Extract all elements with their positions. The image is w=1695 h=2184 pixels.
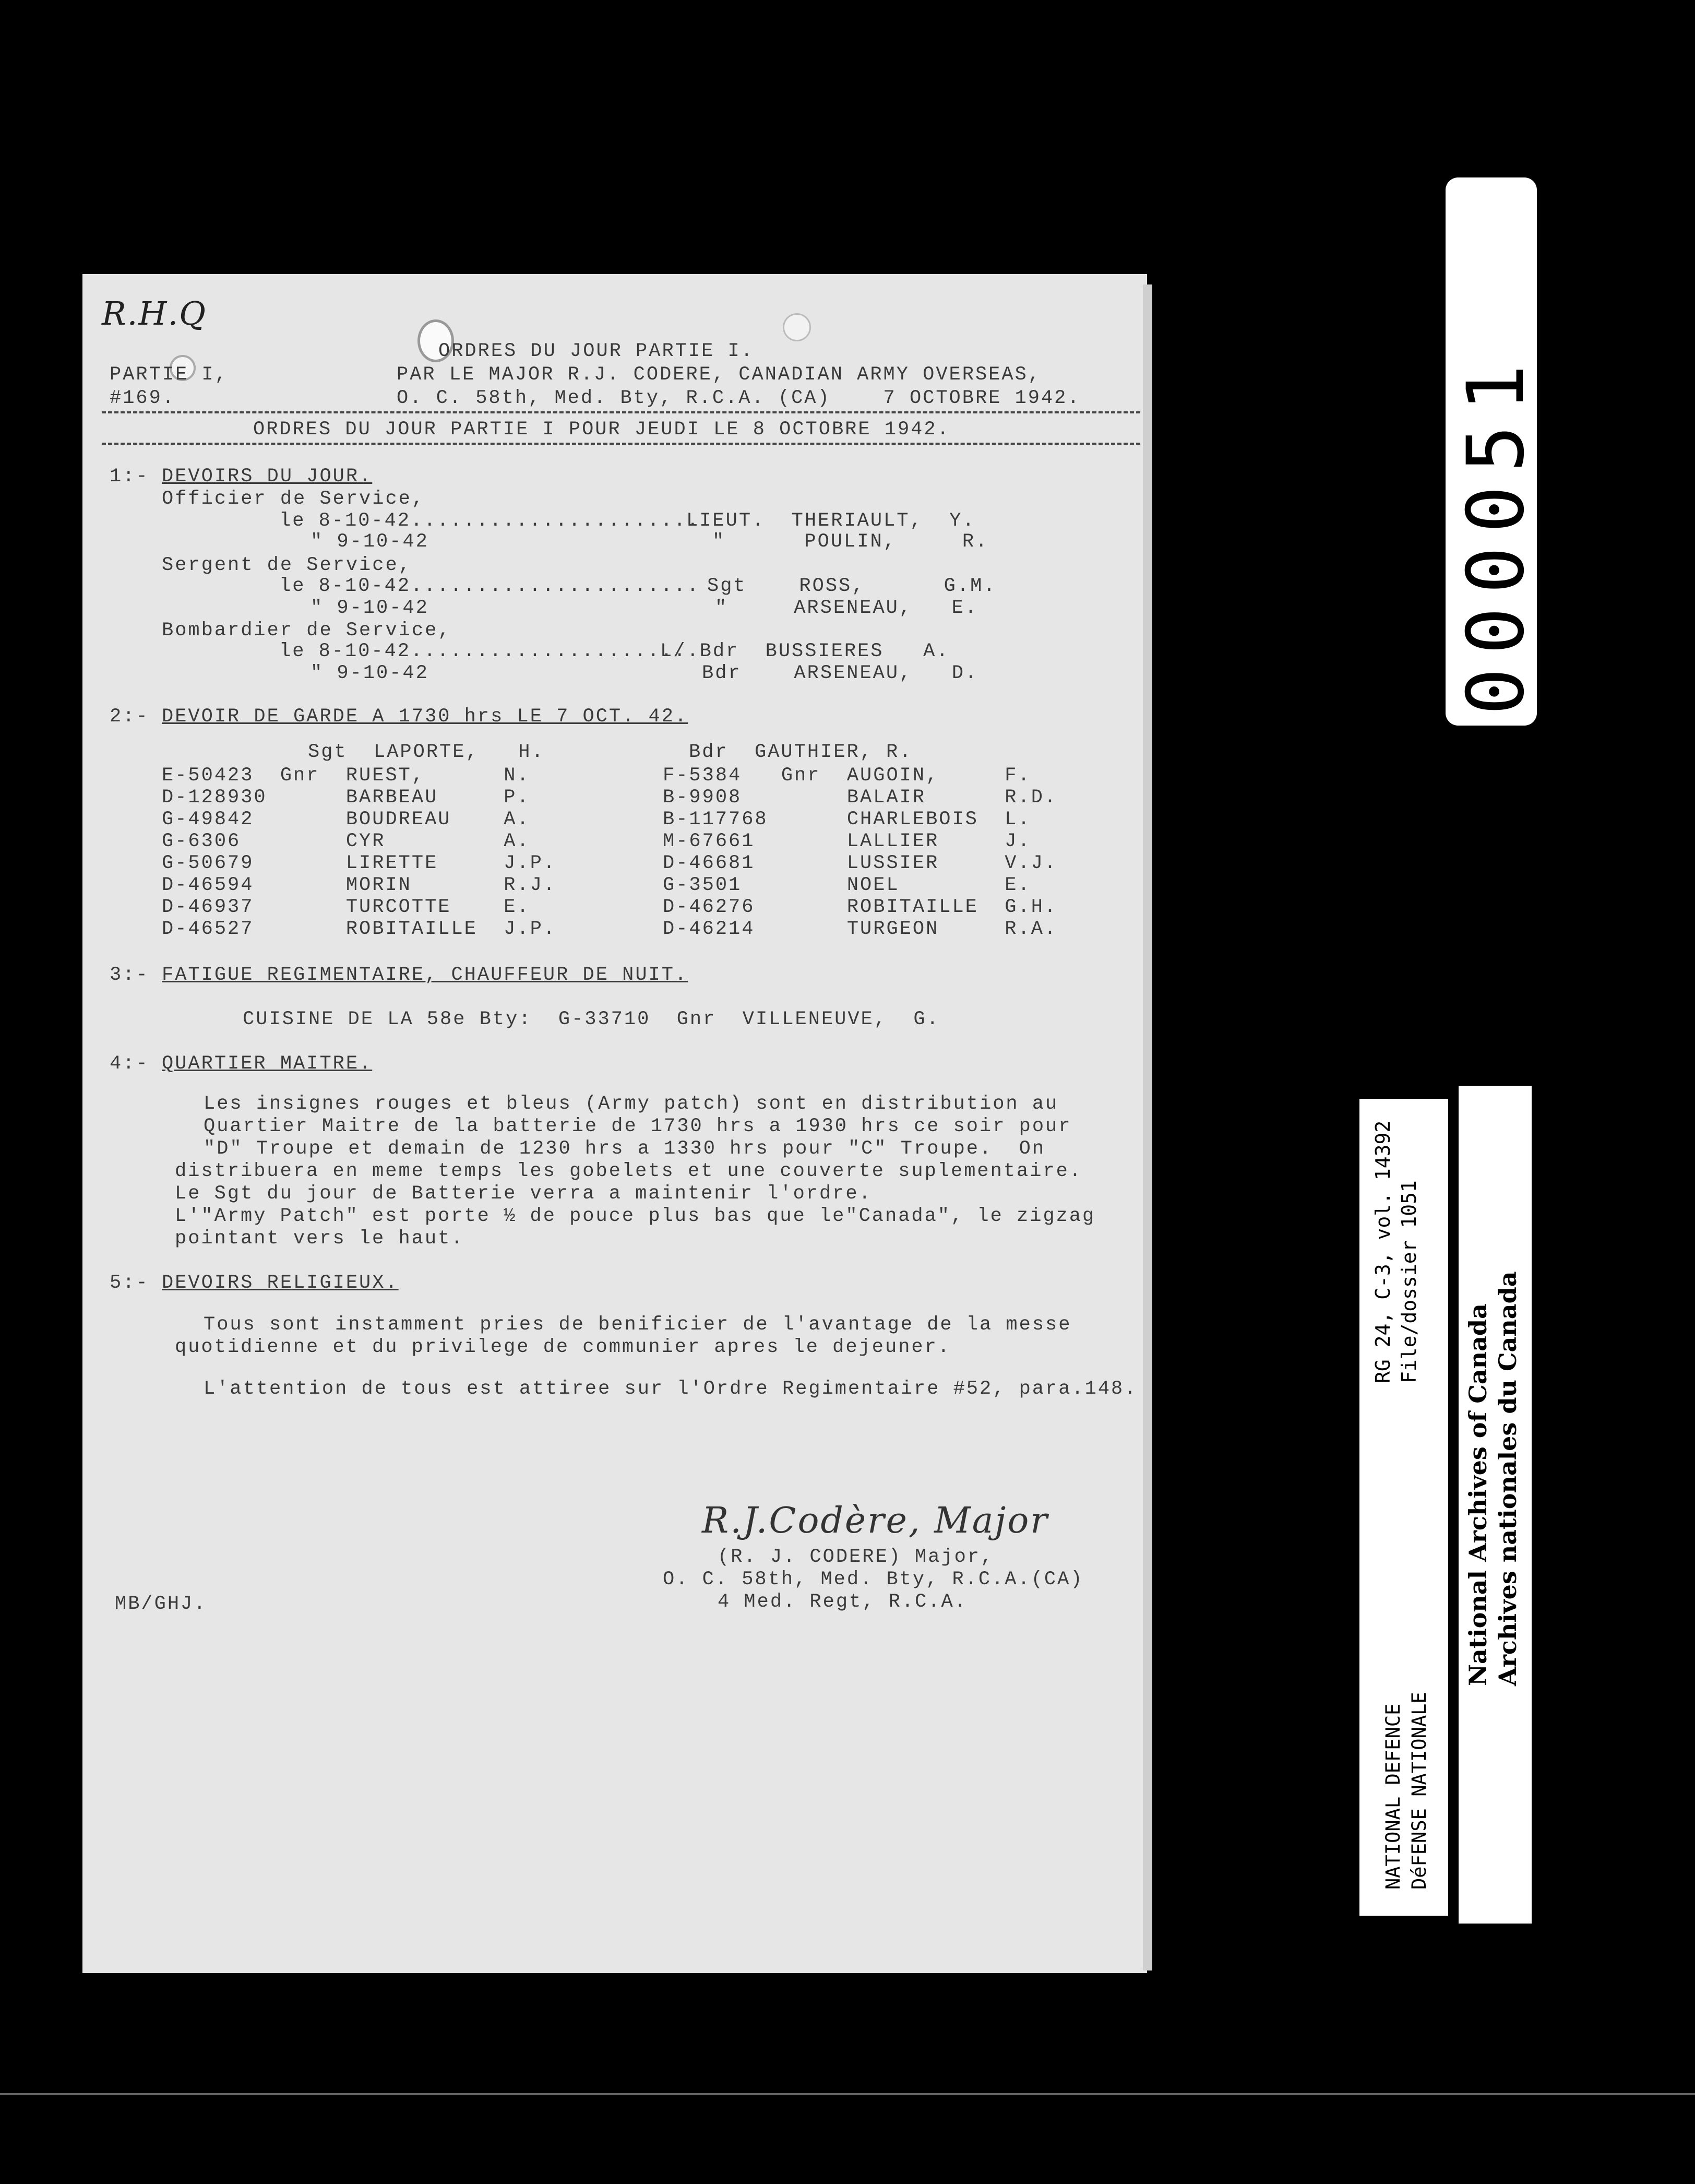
paragraph-line: distribuera en meme temps les gobelets et une couverte suplementaire. <box>175 1160 1083 1182</box>
guard-row: F-5384 Gnr AUGOIN, F. <box>663 765 1031 787</box>
signatory-name: (R. J. CODERE) Major, <box>718 1546 994 1568</box>
frame-number: 000051 <box>1451 351 1542 715</box>
paragraph-line: pointant vers le haut. <box>175 1228 464 1250</box>
defense-nationale: DéFENSE NATIONALE <box>1408 1692 1430 1890</box>
duty-assignee: " POULIN, R. <box>712 531 989 553</box>
signatory-regiment: 4 Med. Regt, R.C.A. <box>718 1591 968 1613</box>
section-heading: DEVOIRS RELIGIEUX. <box>162 1272 399 1294</box>
archives-name-en: National Archives of Canada <box>1464 1303 1492 1686</box>
typist-initials: MB/GHJ. <box>115 1593 207 1615</box>
part-label: PARTIE I, <box>110 364 228 386</box>
duty-assignee: L/ Bdr BUSSIERES A. <box>660 640 950 662</box>
national-defence: NATIONAL DEFENCE <box>1382 1703 1404 1890</box>
guard-lead: Bdr GAUTHIER, R. <box>689 741 913 763</box>
duty-date: le 8-10-42...................... <box>279 510 700 532</box>
guard-row: G-3501 NOEL E. <box>663 874 1031 896</box>
punch-hole <box>783 313 811 341</box>
section-number: 5:- <box>110 1272 149 1294</box>
paragraph-line: quotidienne et du privilege de communier apres le dejeuner. <box>175 1336 951 1358</box>
guard-row: D-46276 ROBITAILLE G.H. <box>663 896 1058 918</box>
guard-row: B-9908 BALAIR R.D. <box>663 787 1058 809</box>
guard-row: G-50679 LIRETTE J.P. <box>162 852 557 874</box>
subtitle: ORDRES DU JOUR PARTIE I POUR JEUDI LE 8 OCTOBRE 1942. <box>253 419 950 441</box>
paragraph-line: Tous sont instamment pries de benificier de l'avantage de la messe <box>204 1314 1072 1336</box>
guard-row: D-46594 MORIN R.J. <box>162 874 557 896</box>
archive-file: File/dossier 1051 <box>1398 1180 1421 1383</box>
guard-row: D-46681 LUSSIER V.J. <box>663 852 1058 874</box>
guard-row: D-46214 TURGEON R.A. <box>663 918 1058 940</box>
guard-row: D-46937 TURCOTTE E. <box>162 896 530 918</box>
duty-assignee: " ARSENEAU, E. <box>715 597 978 619</box>
duty-role: Sergent de Service, <box>162 554 412 576</box>
section-heading: FATIGUE REGIMENTAIRE, CHAUFFEUR DE NUIT. <box>162 964 688 986</box>
order-number: #169. <box>110 387 176 409</box>
duty-date: le 8-10-42...................... <box>279 575 700 597</box>
section-heading: DEVOIR DE GARDE A 1730 hrs LE 7 OCT. 42. <box>162 706 688 728</box>
guard-row: M-67661 LALLIER J. <box>663 830 1031 852</box>
duty-role: Officier de Service, <box>162 488 425 510</box>
handwritten-signature: R.J.Codère, Major <box>702 1500 1049 1541</box>
paragraph-line: Le Sgt du jour de Batterie verra a maintenir l'ordre. <box>175 1183 872 1205</box>
section-number: 3:- <box>110 964 149 986</box>
divider <box>102 443 1140 445</box>
archive-ref: RG 24, C-3, vol. 14392 <box>1371 1120 1394 1383</box>
guard-row: D-128930 BARBEAU P. <box>162 787 530 809</box>
paragraph-line: Les insignes rouges et bleus (Army patch) sont en distribution au <box>204 1093 1059 1115</box>
section-heading: QUARTIER MAITRE. <box>162 1053 373 1075</box>
guard-row: G-6306 CYR A. <box>162 830 530 852</box>
paragraph-line: L'"Army Patch" est porte ½ de pouce plus bas que le"Canada", le zigzag <box>175 1205 1096 1227</box>
doc-title: ORDRES DU JOUR PARTIE I. <box>438 340 754 362</box>
signatory-unit: O. C. 58th, Med. Bty, R.C.A.(CA) <box>663 1569 1084 1590</box>
page-edge <box>1143 284 1152 1971</box>
section-heading: DEVOIRS DU JOUR. <box>162 466 373 488</box>
archives-name-fr: Archives nationales du Canada <box>1494 1271 1522 1686</box>
duty-assignee: LIEUT. THERIAULT, Y. <box>686 510 976 532</box>
film-edge-line <box>0 2093 1695 2095</box>
duty-date: " 9-10-42 <box>311 662 429 684</box>
by-line: PAR LE MAJOR R.J. CODERE, CANADIAN ARMY OVERSEAS, <box>397 364 1041 386</box>
guard-row: E-50423 Gnr RUEST, N. <box>162 765 530 787</box>
handwritten-mark: R.H.Q <box>102 294 207 333</box>
duty-date: " 9-10-42 <box>311 597 429 619</box>
section-number: 1:- <box>110 466 149 488</box>
guard-row: D-46527 ROBITAILLE J.P. <box>162 918 557 940</box>
paragraph-line: L'attention de tous est attiree sur l'Ordre Regimentaire #52, para.148. <box>204 1378 1138 1400</box>
unit-date: O. C. 58th, Med. Bty, R.C.A. (CA) 7 OCTOBRE 1942. <box>397 387 1081 409</box>
divider <box>102 411 1140 413</box>
guard-row: B-117768 CHARLEBOIS L. <box>663 809 1031 830</box>
section-number: 4:- <box>110 1053 149 1075</box>
duty-role: Bombardier de Service, <box>162 620 451 642</box>
guard-row: G-49842 BOUDREAU A. <box>162 809 530 830</box>
paragraph-line: Quartier Maitre de la batterie de 1730 hrs a 1930 hrs ce soir pour <box>204 1115 1072 1137</box>
duty-date: le 8-10-42...................... <box>279 640 700 662</box>
duty-assignee: Sgt ROSS, G.M. <box>707 575 997 597</box>
guard-lead: Sgt LAPORTE, H. <box>308 741 545 763</box>
section-number: 2:- <box>110 706 149 728</box>
paragraph-line: "D" Troupe et demain de 1230 hrs a 1330 hrs pour "C" Troupe. On <box>204 1138 1046 1160</box>
duty-date: " 9-10-42 <box>311 531 429 553</box>
fatigue-assignment: CUISINE DE LA 58e Bty: G-33710 Gnr VILLENEUVE, G. <box>243 1008 940 1030</box>
duty-assignee: Bdr ARSENEAU, D. <box>702 662 978 684</box>
